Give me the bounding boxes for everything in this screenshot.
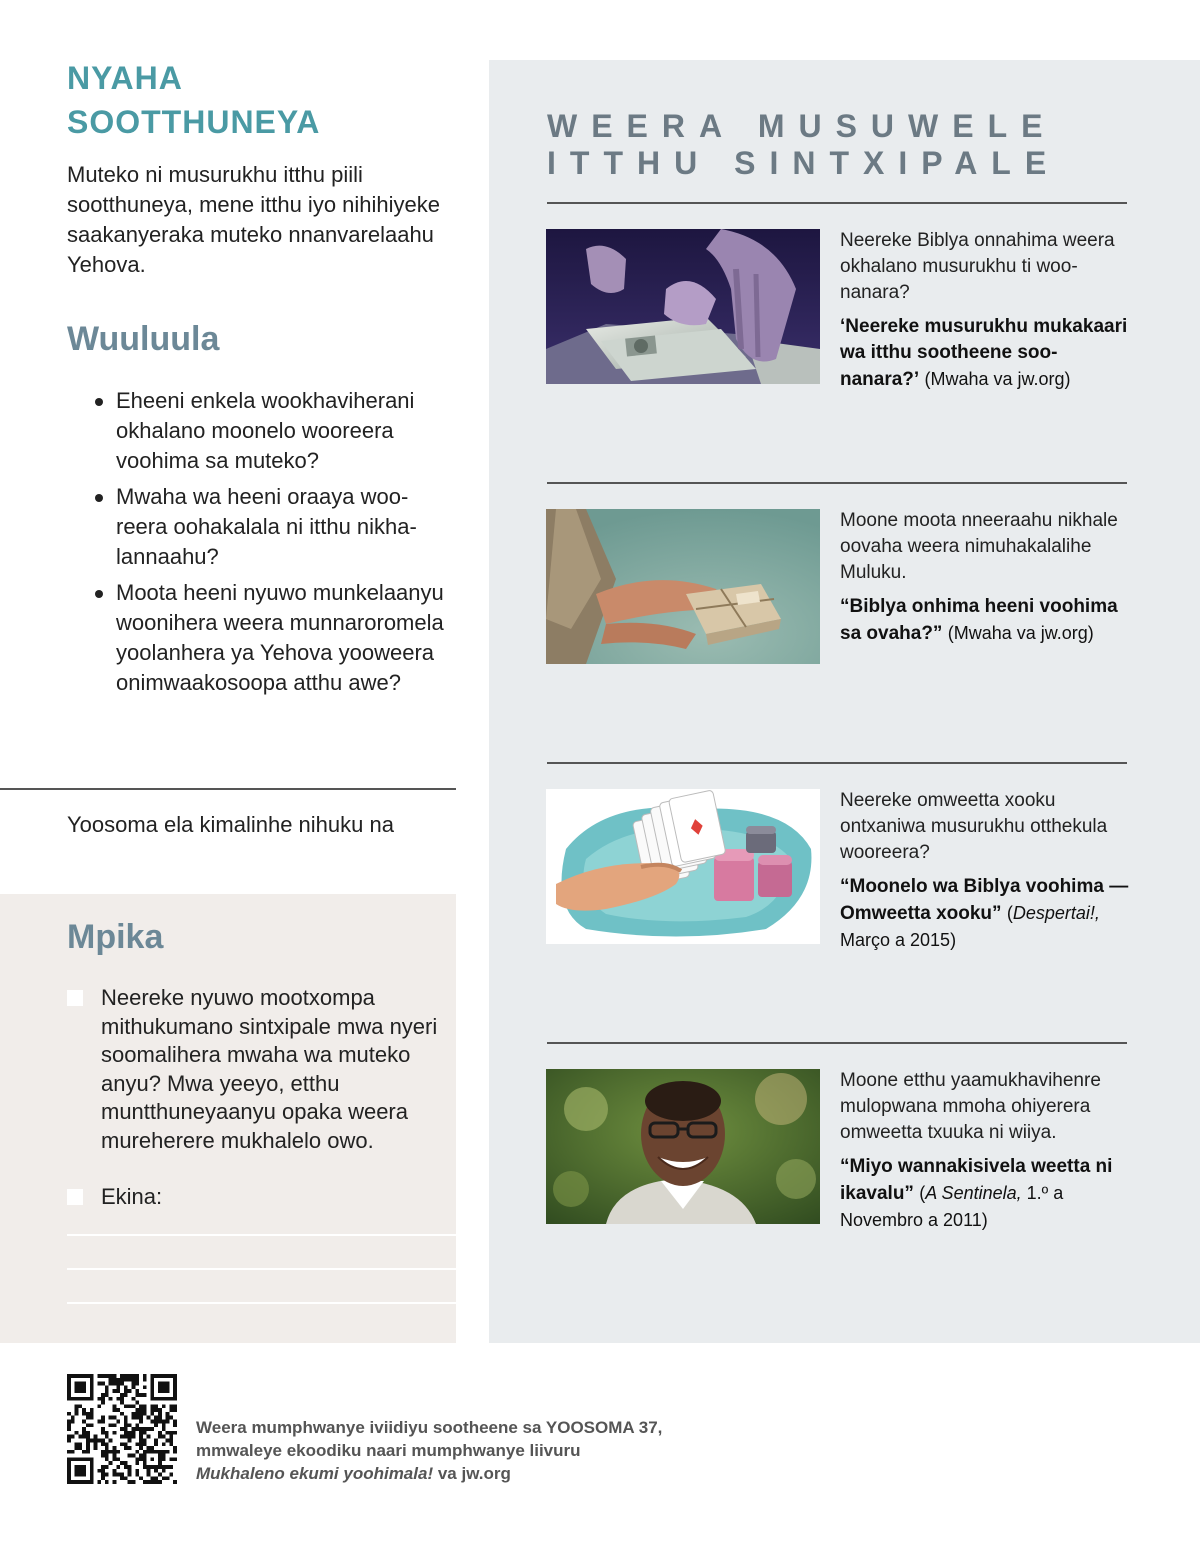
footer-site: va jw.org bbox=[433, 1464, 511, 1483]
divider bbox=[547, 482, 1127, 484]
resources-title bbox=[547, 108, 1147, 182]
review-item: Eheeni enkela wookhaviherani okhalano moonelo wooreera voohima sa muteko? bbox=[90, 386, 450, 476]
resource-item bbox=[840, 1068, 1130, 1234]
resource-item bbox=[840, 508, 1130, 647]
resource-question: Moone moota nneeraahu nikhale oovaha weera nimuhakalalihe Muluku. bbox=[840, 510, 1118, 583]
divider bbox=[547, 1042, 1127, 1044]
resource-source: (Mwaha va jw.org) bbox=[924, 369, 1071, 389]
resource-link-title[interactable]: “Biblya onhima heeni voohima sa ovaha?” bbox=[840, 596, 1118, 644]
resource-question: Moone etthu yaamukhavihenre mulopwana mmoha ohiyerera omweetta txuuka ni wiiya. bbox=[840, 1070, 1101, 1143]
review-list bbox=[90, 386, 450, 704]
resources-title-line2: ITTHU SINTXIPALE bbox=[547, 145, 1061, 181]
page-title bbox=[67, 56, 447, 144]
footer-line1: Weera mumphwanye iviidiyu sootheene sa YOOSOMA 37, bbox=[196, 1418, 663, 1437]
goal-item-label: Ekina: bbox=[101, 1184, 163, 1209]
resource-link[interactable] bbox=[840, 314, 1130, 393]
page-title-line1: NYAHA bbox=[67, 60, 183, 96]
resource-link[interactable] bbox=[840, 594, 1130, 647]
divider bbox=[547, 202, 1127, 204]
divider bbox=[0, 788, 456, 790]
resource-item bbox=[840, 788, 1130, 954]
footer-line2: mmwaleye ekoodiku naari mumphwanye liivuru bbox=[196, 1441, 581, 1460]
divider bbox=[547, 762, 1127, 764]
resource-link-title[interactable]: ‘Neereke musurukhu mukakaari wa itthu sootheene soonanara?’ bbox=[840, 316, 1128, 390]
review-heading: Wuuluula bbox=[67, 320, 220, 358]
goal-item-meetings[interactable] bbox=[67, 984, 447, 1155]
playing-cards-chips-image bbox=[546, 789, 820, 944]
completion-date-label: Yoosoma ela kimalinhe nihuku na bbox=[67, 812, 394, 837]
resource-link-title[interactable]: “Moonelo wa Biblya voohima — Omweetta xooku” bbox=[840, 876, 1129, 924]
review-item: Mwaha wa heeni oraaya wooreera oohakalala ni itthu nikhalannaahu? bbox=[90, 482, 450, 572]
write-line[interactable] bbox=[67, 1302, 456, 1304]
write-line[interactable] bbox=[67, 1234, 456, 1236]
resource-link-title[interactable]: “Miyo wannakisivela weetta ni ikavalu” bbox=[840, 1156, 1113, 1204]
gift-package-image bbox=[546, 509, 820, 664]
qr-code-icon[interactable] bbox=[67, 1374, 177, 1484]
resource-source: (Despertai!, Março a 2015) bbox=[840, 903, 1100, 950]
resource-question: Neereke Biblya onnahima weera okhalano musurukhu ti woonanara? bbox=[840, 230, 1115, 303]
smiling-man-portrait-image bbox=[546, 1069, 820, 1224]
checkbox[interactable] bbox=[67, 1189, 83, 1205]
resource-item bbox=[840, 228, 1130, 393]
footer-note bbox=[196, 1416, 756, 1485]
resource-source: (A Sentinela, 1.º a Novembro a 2011) bbox=[840, 1183, 1064, 1230]
goal-item-other[interactable] bbox=[67, 1183, 447, 1212]
hands-counting-money-image bbox=[546, 229, 820, 384]
resource-link[interactable] bbox=[840, 1154, 1130, 1234]
goal-heading: Mpika bbox=[67, 918, 164, 956]
resource-question: Neereke omweetta xooku ontxaniwa musurukhu otthekula wooreera? bbox=[840, 790, 1108, 863]
write-line[interactable] bbox=[67, 1268, 456, 1270]
resource-source: (Mwaha va jw.org) bbox=[947, 623, 1094, 643]
resource-link[interactable] bbox=[840, 874, 1130, 954]
page-title-line2: SOOTTHUNEYA bbox=[67, 104, 321, 140]
goal-item-label: Neereke nyuwo mootxompa mithukumano sintxipale mwa nyeri soomalihera mwaha wa muteko anyu? Mwa yeeyo, etthu muntthuneyaanyu opaka weera mureherere mukhalelo owo. bbox=[101, 985, 438, 1153]
intro-paragraph: Muteko ni musurukhu itthu piili sootthuneya, mene itthu iyo nihihiyeke saakanyeraka muteko nnanvarelaahu Yehova. bbox=[67, 162, 441, 277]
review-item: Moota heeni nyuwo munkelaanyu woonihera weera munnaroromela yoolanhera ya Yehova yooweera onimwaakosoopa atthu awe? bbox=[90, 578, 450, 698]
resources-title-line1: WEERA MUSUWELE bbox=[547, 108, 1057, 144]
checkbox[interactable] bbox=[67, 990, 83, 1006]
footer-book-title: Mukhaleno ekumi yoohimala! bbox=[196, 1464, 434, 1483]
